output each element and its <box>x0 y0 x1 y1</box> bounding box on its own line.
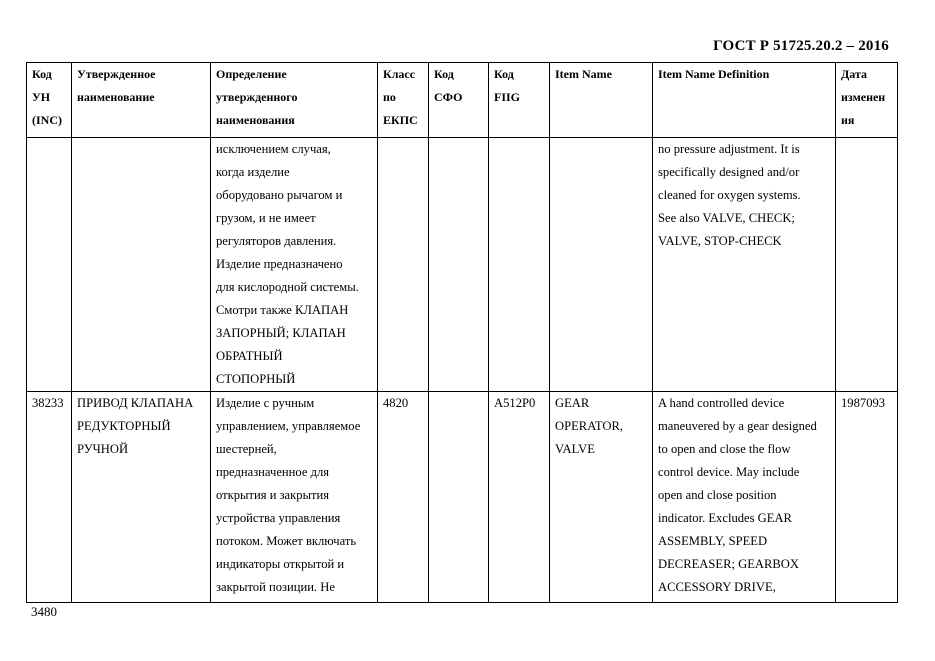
cell-sfo-code <box>429 392 489 603</box>
cell-ekps-class <box>378 138 429 392</box>
cell-definition: исключением случая, когда изделие оборудовано рычагом и грузом, и не имеет регуляторов давления. Изделие предназначено для кислородной системы. Смотри также КЛАПАН ЗАПОРНЫЙ; КЛАПАН ОБРАТНЫЙ СТОПОРНЫЙ <box>211 138 378 392</box>
page-number: 3480 <box>31 604 57 619</box>
document-code: ГОСТ Р 51725.20.2 – 2016 <box>713 38 889 54</box>
col-header-definition: Определение утвержденного наименования <box>211 63 378 138</box>
cell-approved-name <box>72 138 211 392</box>
cell-item-name: GEAR OPERATOR, VALVE <box>550 392 653 603</box>
col-header-change-date: Дата изменен ия <box>836 63 898 138</box>
col-header-approved-name: Утвержденное наименование <box>72 63 211 138</box>
cell-fiig-code: A512P0 <box>489 392 550 603</box>
cell-change-date: 1987093 <box>836 392 898 603</box>
col-header-inc: Код УН (INC) <box>27 63 72 138</box>
col-header-fiig-code: Код FIIG <box>489 63 550 138</box>
cell-inc: 38233 <box>27 392 72 603</box>
col-header-sfo-code: Код СФО <box>429 63 489 138</box>
cell-sfo-code <box>429 138 489 392</box>
cell-item-name-definition: no pressure adjustment. It is specifically designed and/or cleaned for oxygen systems. See also VALVE, CHECK; VALVE, STOP-CHECK <box>653 138 836 392</box>
col-header-item-name: Item Name <box>550 63 653 138</box>
cell-approved-name: ПРИВОД КЛАПАНА РЕДУКТОРНЫЙ РУЧНОЙ <box>72 392 211 603</box>
cell-item-name-definition: A hand controlled device maneuvered by a gear designed to open and close the flow control device. May include open and close position indicator. Excludes GEAR ASSEMBLY, SPEED DECREASER; GEARBOX ACCESSORY DRIVE, <box>653 392 836 603</box>
col-header-item-name-definition: Item Name Definition <box>653 63 836 138</box>
table-row <box>27 138 898 392</box>
cell-ekps-class: 4820 <box>378 392 429 603</box>
table-row <box>27 392 898 603</box>
cell-inc <box>27 138 72 392</box>
col-header-ekps-class: Класс по ЕКПС <box>378 63 429 138</box>
table-header-row <box>27 63 898 138</box>
cell-definition: Изделие с ручным управлением, управляемое шестерней, предназначенное для открытия и закрытия устройства управления потоком. Может включать индикаторы открытой и закрытой позиции. Не <box>211 392 378 603</box>
cell-change-date <box>836 138 898 392</box>
cell-item-name <box>550 138 653 392</box>
classifier-table <box>26 62 898 603</box>
cell-fiig-code <box>489 138 550 392</box>
